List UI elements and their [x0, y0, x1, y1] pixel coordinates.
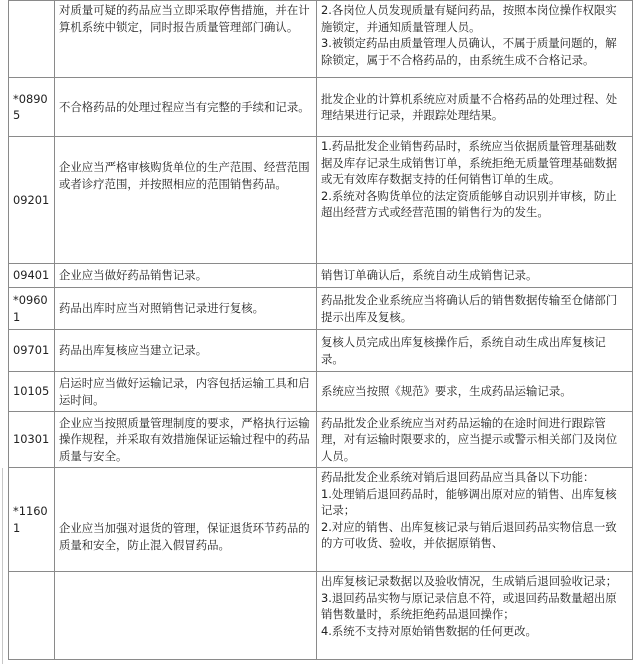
page-edge-line — [2, 468, 3, 664]
table-row — [9, 137, 633, 264]
clause-code: 10301 — [9, 412, 55, 468]
requirement-text: 对质量可疑的药品应当立即采取停售措施，并在计算机系统中锁定，同时报告质量管理部门确认。 — [55, 1, 317, 78]
clause-code: 09701 — [9, 330, 55, 372]
table-row — [9, 264, 633, 288]
clause-code: 10105 — [9, 372, 55, 412]
system-item: 2.系统对各购货单位的法定资质能够自动识别并审核，防止超出经营方式或经营范围的销售行为的发生。 — [321, 188, 617, 219]
clause-code — [9, 572, 55, 660]
requirement-text: 企业应当严格审核购货单位的生产范围、经营范围或者诊疗范围，并按照相应的范围销售药品。 — [55, 137, 317, 264]
system-item: 2.各岗位人员发现质量有疑问药品，按照本岗位操作权限实施锁定，并通知质量管理人员。 — [321, 3, 617, 34]
table-row — [9, 78, 633, 137]
system-item: 4.系统不支持对原始销售数据的任何更改。 — [321, 623, 537, 638]
system-requirement — [317, 78, 633, 137]
system-requirement — [317, 137, 633, 264]
requirement-text: 企业应当加强对退货的管理，保证退货环节药品的质量和安全，防止混入假冒药品。 — [55, 468, 317, 572]
system-item: 批发企业的计算机系统应对质量不合格药品的处理过程、处理结果进行记录，并跟踪处理结果。 — [321, 91, 618, 122]
table-row — [9, 468, 633, 572]
system-requirement — [317, 330, 633, 372]
system-item: 药品批发企业系统对销后退回药品应当具备以下功能： — [321, 470, 595, 484]
clause-code: 09201 — [9, 137, 55, 264]
clause-code — [9, 1, 55, 78]
system-item: 出库复核记录数据以及验收情况，生成销后退回验收记录； — [321, 574, 618, 588]
table-row — [9, 412, 633, 468]
system-item: 1.药品批发企业销售药品时，系统应当依据质量管理基础数据及库存记录生成销售订单，系统拒绝无质量管理基础数据或无有效库存数据支持的任何销售订单的生成。 — [321, 139, 618, 186]
clause-code: *09601 — [9, 288, 55, 330]
requirement-text: 企业应当按照质量管理制度的要求，严格执行运输操作规程，并采取有效措施保证运输过程中的药品质量与安全。 — [55, 412, 317, 468]
table-row — [9, 372, 633, 412]
system-item: 3.退回药品实物与原记录信息不符，或退回药品数量超出原销售数量时，系统拒绝药品退回操作； — [321, 590, 617, 621]
system-item: 1.处理销后退回药品时，能够调出原对应的销售、出库复核记录； — [321, 486, 617, 517]
table-row — [9, 288, 633, 330]
requirement-text: 不合格药品的处理过程应当有完整的手续和记录。 — [55, 78, 317, 137]
system-requirement — [317, 372, 633, 412]
system-requirement — [317, 468, 633, 572]
clause-code: *11601 — [9, 468, 55, 572]
system-requirement — [317, 572, 633, 660]
requirement-text — [55, 572, 317, 660]
gsp-requirements-table — [8, 0, 633, 660]
requirement-text: 企业应当做好药品销售记录。 — [55, 264, 317, 288]
requirement-text: 药品出库时应当对照销售记录进行复核。 — [55, 288, 317, 330]
system-item: 2.对应的销售、出库复核记录与销后退回药品实物信息一致的方可收货、验收，并依据原销售、 — [321, 519, 617, 550]
system-item: 药品批发企业系统应当将确认后的销售数据传输至仓储部门提示出库及复核。 — [321, 293, 618, 324]
system-requirement — [317, 1, 633, 78]
system-item: 复核人员完成出库复核操作后，系统自动生成出库复核记录。 — [321, 335, 606, 366]
table-row — [9, 1, 633, 78]
table-row — [9, 330, 633, 372]
system-item: 销售订单确认后，系统自动生成销售记录。 — [321, 268, 538, 283]
system-requirement — [317, 412, 633, 468]
clause-code: 09401 — [9, 264, 55, 288]
clause-code: *08905 — [9, 78, 55, 137]
system-item: 药品批发企业系统应当对药品运输的在途时间进行跟踪管理，对有运输时限要求的，应当提示或警示相关部门及岗位人员。 — [321, 415, 618, 463]
requirement-text: 启运时应当做好运输记录，内容包括运输工具和启运时间。 — [55, 372, 317, 412]
system-item: 3.被锁定药品由质量管理人员确认，不属于质量问题的，解除锁定，属于不合格药品的，由系统生成不合格记录。 — [321, 36, 617, 67]
system-requirement — [317, 264, 633, 288]
system-item: 系统应当按照《规范》要求，生成药品运输记录。 — [321, 384, 572, 399]
table-row — [9, 572, 633, 660]
system-requirement — [317, 288, 633, 330]
requirement-text: 药品出库复核应当建立记录。 — [55, 330, 317, 372]
